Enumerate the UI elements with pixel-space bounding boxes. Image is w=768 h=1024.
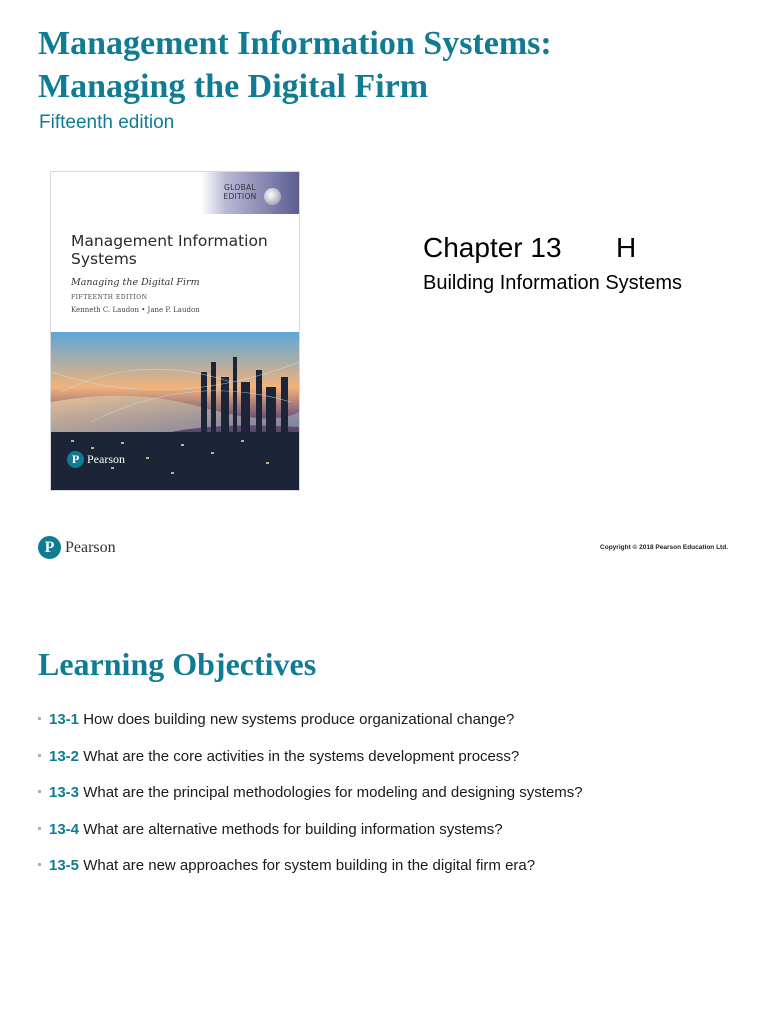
cover-title-line2: Systems bbox=[71, 250, 137, 268]
copyright-notice: Copyright © 2018 Pearson Education Ltd. bbox=[600, 544, 728, 551]
objectives-list bbox=[38, 709, 583, 892]
bullet-icon bbox=[38, 790, 41, 793]
objective-item bbox=[38, 782, 583, 819]
cover-authors: Kenneth C. Laudon • Jane P. Laudon bbox=[71, 306, 200, 314]
pearson-mark-icon: P bbox=[67, 451, 84, 468]
objective-code: 13-5 bbox=[49, 857, 80, 874]
globe-icon bbox=[264, 188, 281, 205]
bullet-icon bbox=[38, 754, 41, 757]
global-edition-badge bbox=[201, 172, 299, 214]
pearson-mark-icon: P bbox=[38, 536, 61, 559]
objective-code: 13-2 bbox=[49, 747, 80, 765]
objective-text: What are new approaches for system building in the digital firm era? bbox=[79, 857, 536, 874]
badge-line1: GLOBAL bbox=[224, 183, 256, 192]
objective-text: What are alternative methods for building information systems? bbox=[79, 820, 503, 838]
objective-code: 13-1 bbox=[49, 711, 80, 728]
cover-edition: FIFTEENTH EDITION bbox=[71, 294, 148, 301]
cover-subtitle: Managing the Digital Firm bbox=[71, 277, 200, 288]
pearson-wordmark: Pearson bbox=[65, 538, 116, 556]
objective-item bbox=[38, 709, 583, 746]
objectives-slide bbox=[0, 590, 768, 1024]
chapter-heading: Chapter 13 H bbox=[423, 232, 637, 263]
chapter-subtitle: Building Information Systems bbox=[423, 272, 683, 294]
edition-label: Fifteenth edition bbox=[39, 112, 175, 133]
bullet-icon bbox=[38, 717, 41, 720]
cover-publisher-logo bbox=[67, 451, 125, 468]
cover-publisher-name: Pearson bbox=[87, 452, 125, 466]
objective-code: 13-3 bbox=[49, 784, 80, 801]
slide-title: Learning Objectives bbox=[38, 646, 317, 682]
objective-item bbox=[38, 855, 583, 892]
bullet-icon bbox=[38, 863, 41, 866]
objective-item bbox=[38, 746, 583, 783]
objective-text: What are the core activities in the systems development process? bbox=[79, 747, 520, 765]
objective-code: 13-4 bbox=[49, 820, 80, 838]
book-title-line1: Management Information Systems: bbox=[38, 25, 552, 62]
cover-title bbox=[71, 232, 293, 268]
objective-text: What are the principal methodologies for modeling and designing systems? bbox=[79, 784, 583, 801]
pearson-logo bbox=[38, 536, 116, 559]
bullet-icon bbox=[38, 827, 41, 830]
objective-item bbox=[38, 819, 583, 856]
book-title-line2: Managing the Digital Firm bbox=[38, 68, 429, 105]
book-title bbox=[38, 22, 738, 108]
cover-title-line1: Management Information bbox=[71, 232, 268, 250]
objective-text: How does building new systems produce organizational change? bbox=[79, 711, 515, 728]
badge-line2: EDITION bbox=[223, 192, 257, 201]
book-cover-image bbox=[51, 172, 299, 490]
